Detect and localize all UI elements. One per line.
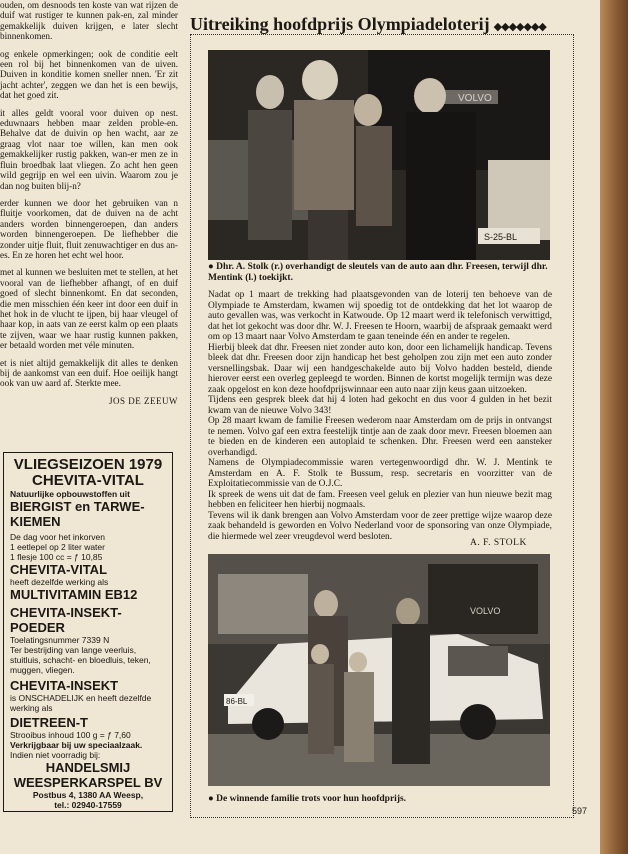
title-ornament: ◆◆◆◆◆◆◆ (493, 20, 546, 33)
photo1-caption-text: Dhr. A. Stolk (r.) overhandigt de sleutels van de auto aan dhr. Freesen, terwijl dhr. Mentink (l.) toekijkt. (208, 262, 548, 283)
bullet-icon: ● (208, 794, 217, 804)
ad-product-name: CHEVITA-INSEKT-POEDER (10, 605, 122, 635)
left-paragraph: it alles geldt vooral voor duiven op nest. eduwnaars hebben maar zelden proble-en. Behalve dat de duivin op hen wacht, aar ze graag vlot naar toe willen, kan men ook gemakkelijker rustig pakken, wan-er men ze in fluin broedbak laat vliegen. Zo acht hen geen wild gegrijp en wel een uivin. Waarom zou je dan nog buiten blij-n? (0, 107, 178, 191)
photo-key-handover (208, 50, 550, 260)
article-signature: A. F. STOLK (470, 538, 527, 548)
photo-winning-family (208, 554, 550, 786)
photo-key-handover-image (208, 50, 550, 260)
ad-address: Postbus 4, 1380 AA Weesp, (32, 790, 144, 800)
left-paragraph: et is niet altijd gemakkelijk dit alles te denken bij de aankomst van een duif. Hoe oeilijk hangt ook van uw aard af. Sterkte mee. (0, 357, 178, 389)
photo-winning-family-image (208, 554, 550, 786)
ad-text: Verkrijgbaar bij uw speciaalzaak. (10, 740, 143, 750)
article-header (190, 14, 582, 35)
ad-price: 1 flesje 100 cc = ƒ 10,85 (10, 552, 103, 562)
ad-text: Indien niet voorradig bij: (10, 750, 101, 760)
left-paragraph: met al kunnen we besluiten met te stellen, at het vooral van de liefhebber afhangt, of en duif goed of slecht binnenkomt. En dat seconden, die men misschien één keer int door een duif in het hok in de vlucht te ijpen, bij haar vleugel of haar kop, in aats van ze eerst kalm op een plaats te zijven, waar we haar rustig kunnen pakken, er betaald worden met véle minuten. (0, 267, 178, 351)
ad-text: Toelatingsnummer 7339 N (10, 635, 110, 645)
article-paragraph: Op 28 maart kwam de familie Freesen wederom naar Amsterdam om de prijs in ontvangst te nemen. Volvo gaf een extra feestelijk tintje aan de zaak door mevr. Freesen bloemen aan te bieden en de kinderen een autoplaid te schenken. Dhr. Freesen werd een aansteker overhandigd. (208, 416, 552, 458)
ad-line: Natuurlijke opbouwstoffen uit (10, 489, 130, 499)
ad-company: HANDELSMIJ (45, 760, 131, 775)
ad-product-name: MULTIVITAMIN EB12 (10, 587, 138, 602)
volvo-sign: VOLVO (470, 606, 501, 616)
ad-text: heeft dezelfde werking als (10, 577, 109, 587)
article-paragraph: Nadat op 1 maart de trekking had plaatsgevonden van de loterij ten behoeve van de Olympiade te Amsterdam, kwamen wij spoedig tot de ontdekking dat het lot waarop de auto gevallen was, was verkocht in Katwoude. Op 12 maart werd ik telefonisch verwittigd, dat het lot gekocht was door dhr. W. J. Freesen te Hoorn, waarbij de afspraak gemaakt werd om op 13 maart naar Volvo Amsterdam te gaan teneinde één en ander te regelen. (208, 290, 552, 342)
ad-product-name: DIETREEN-T (10, 715, 88, 730)
ad-company: WEESPERKARSPEL BV (13, 775, 163, 790)
article-title: Uitreiking hoofdprijs Olympiadeloterij (190, 14, 490, 34)
ad-dose: De dag voor het inkorven (10, 532, 105, 542)
license-plate: S-25-BL (484, 232, 518, 242)
ad-text: is ONSCHADELIJK en heeft dezelfde werking als (10, 693, 152, 713)
ad-product-name: CHEVITA-VITAL (10, 562, 108, 577)
photo2-caption (208, 794, 552, 805)
ad-phone: tel.: 02940-17559 (54, 800, 122, 810)
page-edge (600, 0, 628, 854)
article-paragraph: Ik spreek de wens uit dat de fam. Freesen veel geluk en plezier van hun nieuwe bezit mag hebben en feliciteer hen hierbij nogmaals. (208, 489, 552, 510)
ad-price: Strooibus inhoud 100 g = ƒ 7,60 (10, 730, 131, 740)
ad-product-name: CHEVITA-INSEKT (10, 678, 119, 693)
photo2-caption-text: De winnende familie trots voor hun hoofdprijs. (216, 794, 407, 804)
left-paragraph: og enkele opmerkingen; ook de conditie eelt een rol bij het binnenkomen van de uiven. Duiven in konditie komen sneller nnen. 'Er zit jacht achter', zeggen we dan het is een bewijs, dat het goed zit. (0, 48, 178, 101)
left-column-text (0, 0, 178, 406)
chevita-advertisement (3, 452, 173, 812)
bullet-icon: ● (208, 262, 217, 272)
ad-ingredients: BIERGIST en TARWE-KIEMEN (10, 499, 145, 529)
article-paragraph: Hierbij bleek dat dhr. Freesen niet zonder auto kon, door een lichamelijk handicap. Tevens bleek dat dhr. Freesen door zijn handicap het best geholpen zou zijn met een auto zonder versnellingsbak. Daar wij een handgeschakelde auto bij Volvo hadden besteld, diende hierover eerst een overleg gepleegd te worden. Binnen de kortst mogelijk termijn was deze zaak opgelost en kon deze hoofdprijswinnaar een auto naar zijn keus gaan uitzoeken. (208, 342, 552, 395)
author-name: JOS DE ZEEUW (109, 395, 178, 406)
ad-dose: 1 eetlepel op 2 liter water (10, 542, 105, 552)
ad-headline-product: CHEVITA-VITAL (32, 472, 144, 489)
ad-headline-season: VLIEGSEIZOEN 1979 (13, 456, 163, 473)
article-paragraph: Tijdens een gesprek bleek dat hij 4 loten had gekocht en dus voor 4 gulden in het bezit kwam van de nieuwe Volvo 343! (208, 395, 552, 416)
photo1-caption (208, 262, 552, 284)
license-plate: 86-BL (226, 697, 248, 706)
article-paragraph: Namens de Olympiadecommissie waren vertegenwoordigd dhr. W. J. Mentink te Amsterdam en A. F. Stolk te Bussum, resp. secretaris en voorzitter van de Exploitatiecommissie van de O.J.C. (208, 458, 552, 489)
ad-text: Ter bestrijding van lange veerluis, stuitluis, schacht- en bloedluis, teken, muggen, vliegen. (10, 645, 151, 675)
volvo-sign: VOLVO (458, 93, 492, 104)
page-number: 597 (572, 806, 588, 816)
article-body (208, 290, 552, 542)
article-paragraph: Tevens wil ik dank brengen aan Volvo Amsterdam voor de zeer prettige wijze waarop deze zaak behandeld is geworden en Volvo Nederland voor de sponsoring van onze Olympiade, die hiermede wel zeer vreugdevol werd besloten. (208, 510, 552, 542)
left-paragraph: erder kunnen we door het gebruiken van n fluitje voorkomen, dat de duiven na de acht anders worden binnengeroepen, dan anders worden binnengeroepen. De liefhebber die zonder uitje fluit, fluit zenuwachtiger en dus an-es. En ze horen het echt wel hoor. (0, 197, 178, 260)
left-paragraph: ouden, om desnoods ten koste van wat rijzen de duif wat rustiger te kunnen pak-en, zal minder gemakkelijk duiven krijgen, e later slecht binnenkomen. (0, 0, 178, 42)
